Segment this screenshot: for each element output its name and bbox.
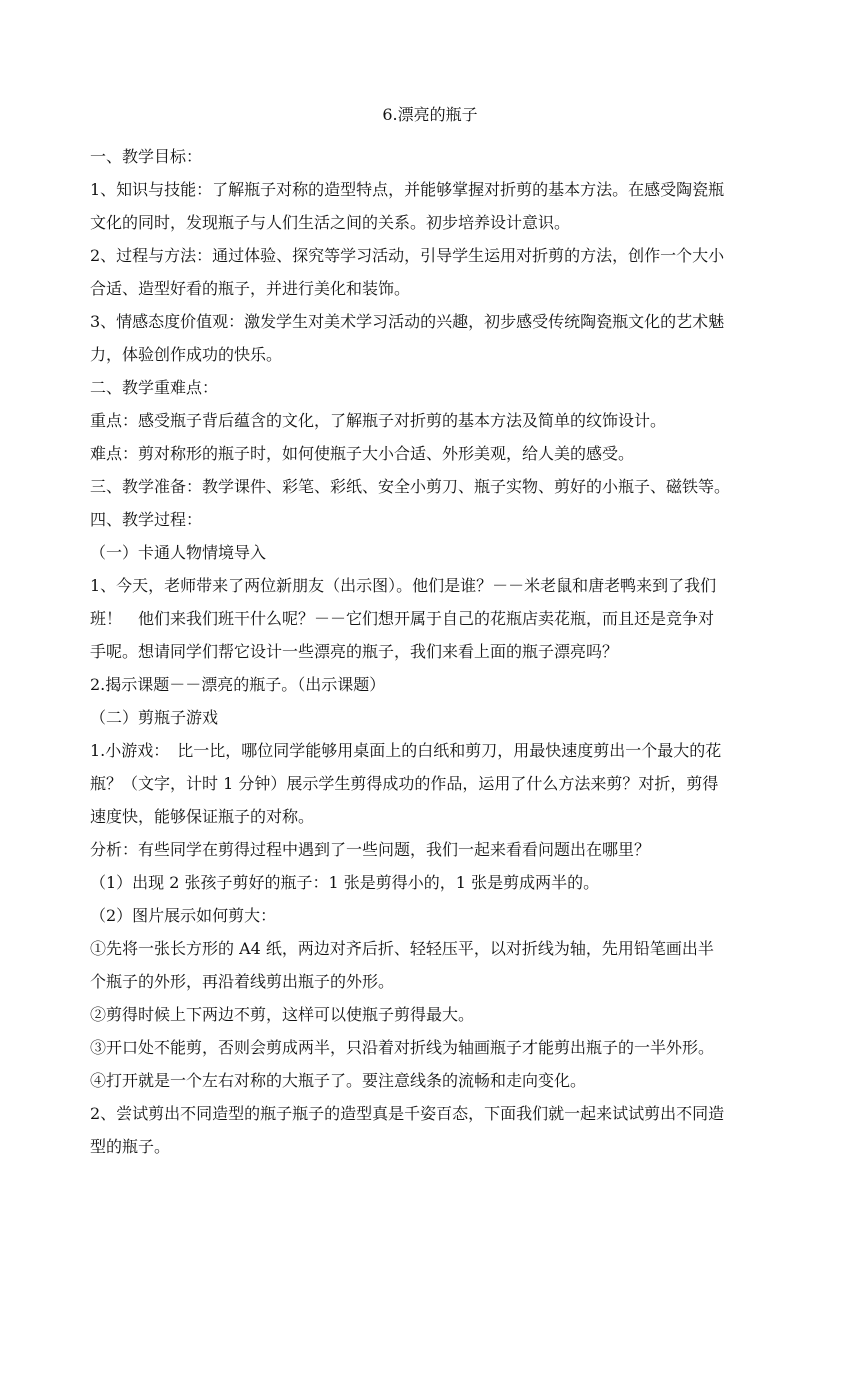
paragraph-line: （2）图片展示如何剪大： [90, 906, 277, 925]
paragraph-line: 1、知识与技能：了解瓶子对称的造型特点，并能够掌握对折剪的基本方法。在感受陶瓷瓶 [90, 180, 725, 199]
section-heading-key-points: 二、教学重难点： [90, 378, 219, 397]
paragraph-line: 重点：感受瓶子背后蕴含的文化，了解瓶子对折剪的基本方法及简单的纹饰设计。 [90, 411, 667, 430]
paragraph-line: 个瓶子的外形，再沿着线剪出瓶子的外形。 [90, 972, 395, 991]
paragraph-line: 难点：剪对称形的瓶子时，如何使瓶子大小合适、外形美观，给人美的感受。 [90, 444, 635, 463]
paragraph-line: 三、教学准备：教学课件、彩笔、彩纸、安全小剪刀、瓶子实物、剪好的小瓶子、磁铁等。 [90, 477, 731, 496]
paragraph-line: 分析：有些同学在剪得过程中遇到了一些问题，我们一起来看看问题出在哪里？ [90, 840, 651, 859]
paragraph-line: 1、今天，老师带来了两位新朋友（出示图）。他们是谁？－－米老鼠和唐老鸭来到了我们 [90, 576, 717, 595]
subsection-heading: （一）卡通人物情境导入 [90, 543, 267, 562]
section-heading-objectives: 一、教学目标： [90, 147, 203, 166]
paragraph-line: 1.小游戏： 比一比，哪位同学能够用桌面上的白纸和剪刀，用最快速度剪出一个最大的花 [90, 741, 722, 760]
document-title: 6.漂亮的瓶子 [382, 105, 478, 124]
section-heading-process: 四、教学过程： [90, 510, 203, 529]
document-body [90, 140, 780, 1163]
paragraph-line: 2、过程与方法：通过体验、探究等学习活动，引导学生运用对折剪的方法，创作一个大小 [90, 246, 725, 265]
paragraph-line: 2.揭示课题－－漂亮的瓶子。（出示课题） [90, 675, 386, 694]
paragraph-line: 瓶？（文字，计时 1 分钟）展示学生剪得成功的作品，运用了什么方法来剪？对折，剪得 [90, 774, 719, 793]
paragraph-line: 合适、造型好看的瓶子，并进行美化和装饰。 [90, 279, 411, 298]
paragraph-line: ③开口处不能剪，否则会剪成两半，只沿着对折线为轴画瓶子才能剪出瓶子的一半外形。 [90, 1038, 715, 1057]
paragraph-line: 速度快，能够保证瓶子的对称。 [90, 807, 315, 826]
paragraph-line: （1）出现 2 张孩子剪好的瓶子：1 张是剪得小的，1 张是剪成两半的。 [90, 873, 600, 892]
paragraph-line: 2、尝试剪出不同造型的瓶子瓶子的造型真是千姿百态，下面我们就一起来试试剪出不同造 [90, 1104, 725, 1123]
paragraph-line: 班！ 他们来我们班干什么呢？－－它们想开属于自己的花瓶店卖花瓶，而且还是竞争对 [90, 609, 715, 628]
paragraph-line: 手呢。想请同学们帮它设计一些漂亮的瓶子，我们来看上面的瓶子漂亮吗？ [90, 642, 619, 661]
subsection-heading: （二）剪瓶子游戏 [90, 708, 219, 727]
paragraph-line: ①先将一张长方形的 A4 纸，两边对齐后折、轻轻压平，以对折线为轴，先用铅笔画出半 [90, 939, 714, 958]
paragraph-line: 型的瓶子。 [90, 1137, 171, 1156]
paragraph-line: 文化的同时，发现瓶子与人们生活之间的关系。初步培养设计意识。 [90, 213, 571, 232]
paragraph-line: ④打开就是一个左右对称的大瓶子了。要注意线条的流畅和走向变化。 [90, 1071, 587, 1090]
paragraph-line: ②剪得时候上下两边不剪，这样可以使瓶子剪得最大。 [90, 1005, 475, 1024]
paragraph-line: 3、情感态度价值观：激发学生对美术学习活动的兴趣，初步感受传统陶瓷瓶文化的艺术魅 [90, 312, 725, 331]
paragraph-line: 力，体验创作成功的快乐。 [90, 345, 283, 364]
